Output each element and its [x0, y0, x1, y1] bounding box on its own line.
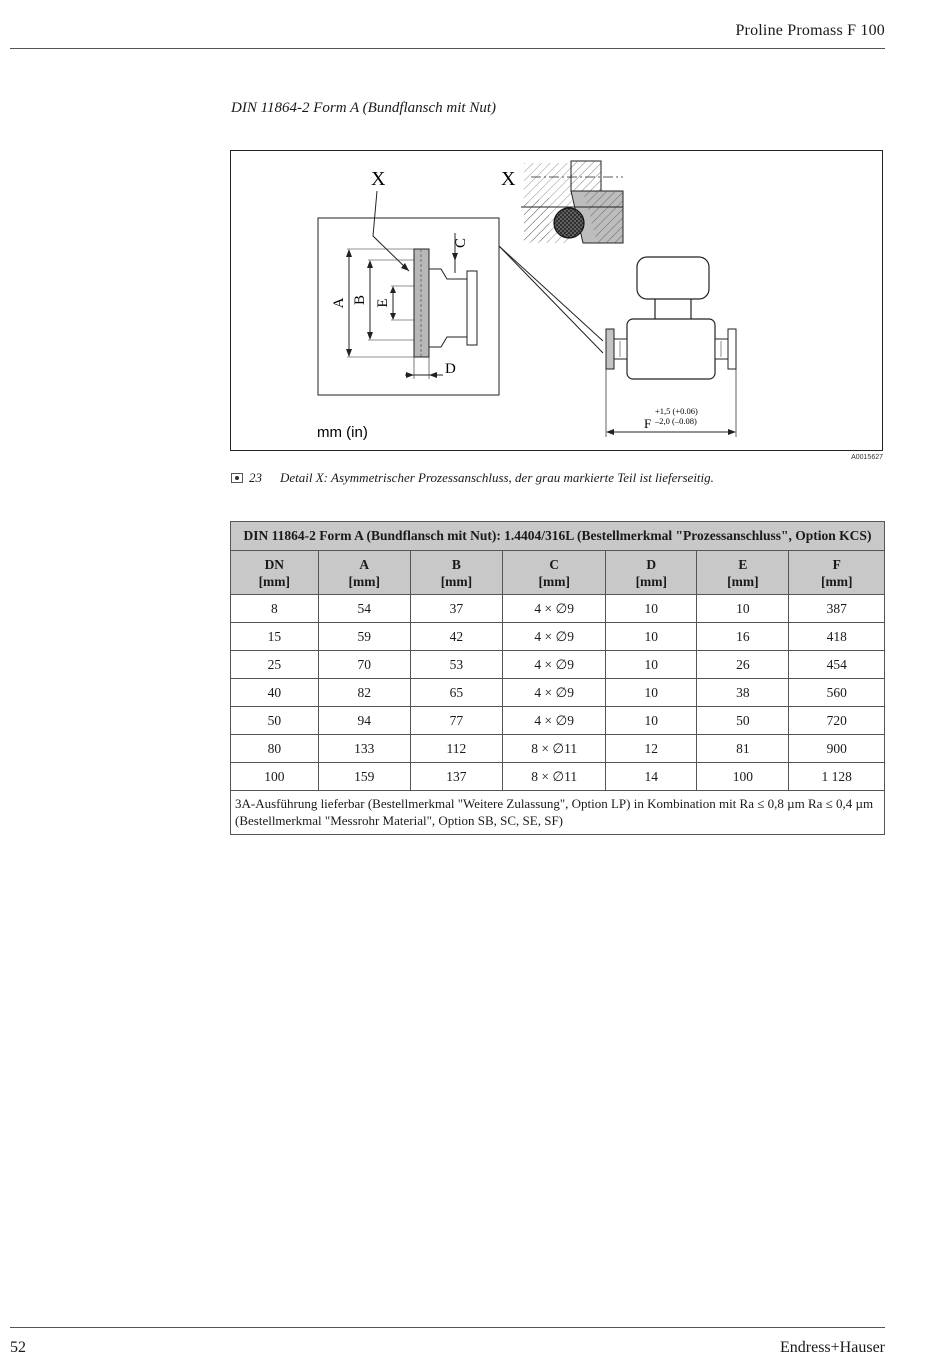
column-header: C [mm]: [503, 551, 606, 595]
table-row: [231, 707, 885, 735]
table-row: [231, 679, 885, 707]
dim-f-arrow-right: [728, 429, 736, 435]
table-cell: 159: [318, 763, 410, 791]
table-cell: 387: [789, 595, 885, 623]
table-cell: 80: [231, 735, 319, 763]
table-cell: 8 × ∅11: [503, 763, 606, 791]
table-cell: 50: [697, 707, 789, 735]
table-cell: 26: [697, 651, 789, 679]
table-title-row: [231, 522, 885, 551]
flowmeter-drawing: [606, 257, 736, 379]
table-cell: 65: [410, 679, 502, 707]
column-header: DN [mm]: [231, 551, 319, 595]
dim-b-label: B: [352, 294, 368, 306]
table-body: [231, 595, 885, 791]
dim-f-arrow-left: [606, 429, 614, 435]
table-row: [231, 623, 885, 651]
detail-connector-line-2: [499, 246, 603, 353]
table-cell: 37: [410, 595, 502, 623]
dim-e-arrow-top: [390, 286, 396, 293]
section-title: DIN 11864-2 Form A (Bundflansch mit Nut): [231, 100, 496, 116]
column-header: F [mm]: [789, 551, 885, 595]
table-row: [231, 735, 885, 763]
table-cell: 900: [789, 735, 885, 763]
header-rule: [10, 48, 885, 49]
table-cell: 100: [231, 763, 319, 791]
table-cell: 10: [606, 679, 697, 707]
figure-id: A0015627: [851, 454, 883, 461]
table-cell: 4 × ∅9: [503, 679, 606, 707]
table-cell: 112: [410, 735, 502, 763]
table-cell: 8: [231, 595, 319, 623]
table-cell: 4 × ∅9: [503, 707, 606, 735]
dimension-table: [230, 521, 885, 835]
flange-drawing: [414, 249, 477, 357]
dim-d-arrow-left: [406, 372, 414, 378]
table-cell: 59: [318, 623, 410, 651]
table-cell: 54: [318, 595, 410, 623]
table-cell: 10: [606, 651, 697, 679]
table-cell: 4 × ∅9: [503, 595, 606, 623]
dim-a-arrow-top: [346, 249, 352, 257]
caption-text: Detail X: Asymmetrischer Prozessanschluss, der grau markierte Teil ist lieferseitig.: [280, 470, 714, 485]
table-cell: 77: [410, 707, 502, 735]
table-cell: 94: [318, 707, 410, 735]
detail-x-label-left: X: [371, 168, 386, 190]
table-row: [231, 763, 885, 791]
table-cell: 720: [789, 707, 885, 735]
drawing-canvas: [231, 151, 884, 452]
dim-a-label: A: [331, 297, 347, 309]
dim-d-arrow-right: [429, 372, 437, 378]
table-cell: 53: [410, 651, 502, 679]
footer-brand: Endress+Hauser: [780, 1339, 885, 1356]
document-header-title: Proline Promass F 100: [735, 22, 885, 39]
table-cell: 50: [231, 707, 319, 735]
table-cell: 16: [697, 623, 789, 651]
table-cell: 137: [410, 763, 502, 791]
dim-d-label: D: [445, 361, 456, 377]
column-header: D [mm]: [606, 551, 697, 595]
dim-f-label: F: [644, 416, 652, 431]
detail-x-leader: [373, 191, 409, 271]
table-cell: 10: [606, 707, 697, 735]
table-cell: 10: [697, 595, 789, 623]
figure-caption: [231, 470, 714, 486]
column-header: E [mm]: [697, 551, 789, 595]
table-row: [231, 651, 885, 679]
column-header: A [mm]: [318, 551, 410, 595]
figure-icon: [231, 473, 243, 483]
table-cell: 10: [606, 595, 697, 623]
table-cell: 8 × ∅11: [503, 735, 606, 763]
dim-f-tolerance-upper: +1,5 (+0.06): [655, 406, 698, 416]
table-note-row: [231, 791, 885, 835]
dimension-drawing: [230, 150, 883, 451]
table-cell: 82: [318, 679, 410, 707]
table-cell: 70: [318, 651, 410, 679]
figure-number: 23: [249, 470, 262, 485]
table-cell: 560: [789, 679, 885, 707]
dim-c-arrow: [452, 253, 458, 261]
table-cell: 40: [231, 679, 319, 707]
table-cell: 25: [231, 651, 319, 679]
table-cell: 42: [410, 623, 502, 651]
table-cell: 1 128: [789, 763, 885, 791]
table-note: 3A-Ausführung lieferbar (Bestellmerkmal "Weitere Zulassung", Option LP) in Kombination mit Ra ≤ 0,8 µm Ra ≤ 0,4 µm (Bestellmerkmal "Messrohr Material", Option SB, SC, SE, SF): [231, 791, 885, 835]
page-number: 52: [10, 1339, 26, 1356]
dim-c-label: C: [453, 237, 469, 249]
table-cell: 133: [318, 735, 410, 763]
table-cell: 14: [606, 763, 697, 791]
table-cell: 38: [697, 679, 789, 707]
detail-x-cross-section: [521, 161, 623, 243]
dim-b-arrow-top: [367, 260, 373, 268]
table-header-row: [231, 551, 885, 595]
dim-f-tolerance-lower: –2,0 (–0.08): [655, 416, 697, 426]
dim-b-arrow-bottom: [367, 332, 373, 340]
table-cell: 10: [606, 623, 697, 651]
table-cell: 4 × ∅9: [503, 623, 606, 651]
table-cell: 418: [789, 623, 885, 651]
dim-a-arrow-bottom: [346, 349, 352, 357]
table-cell: 100: [697, 763, 789, 791]
units-label: mm (in): [317, 424, 368, 441]
dim-e-label: E: [375, 298, 391, 308]
detail-connector-line-1: [499, 246, 603, 341]
table-cell: 15: [231, 623, 319, 651]
table-cell: 454: [789, 651, 885, 679]
dim-e-arrow-bottom: [390, 313, 396, 320]
table-cell: 4 × ∅9: [503, 651, 606, 679]
table-row: [231, 595, 885, 623]
table-title: DIN 11864-2 Form A (Bundflansch mit Nut): 1.4404/316L (Bestellmerkmal "Prozessanschluss", Option KCS): [231, 522, 885, 551]
column-header: B [mm]: [410, 551, 502, 595]
table-cell: 81: [697, 735, 789, 763]
footer-rule: [10, 1327, 885, 1328]
detail-x-label-right: X: [501, 168, 516, 190]
table-cell: 12: [606, 735, 697, 763]
